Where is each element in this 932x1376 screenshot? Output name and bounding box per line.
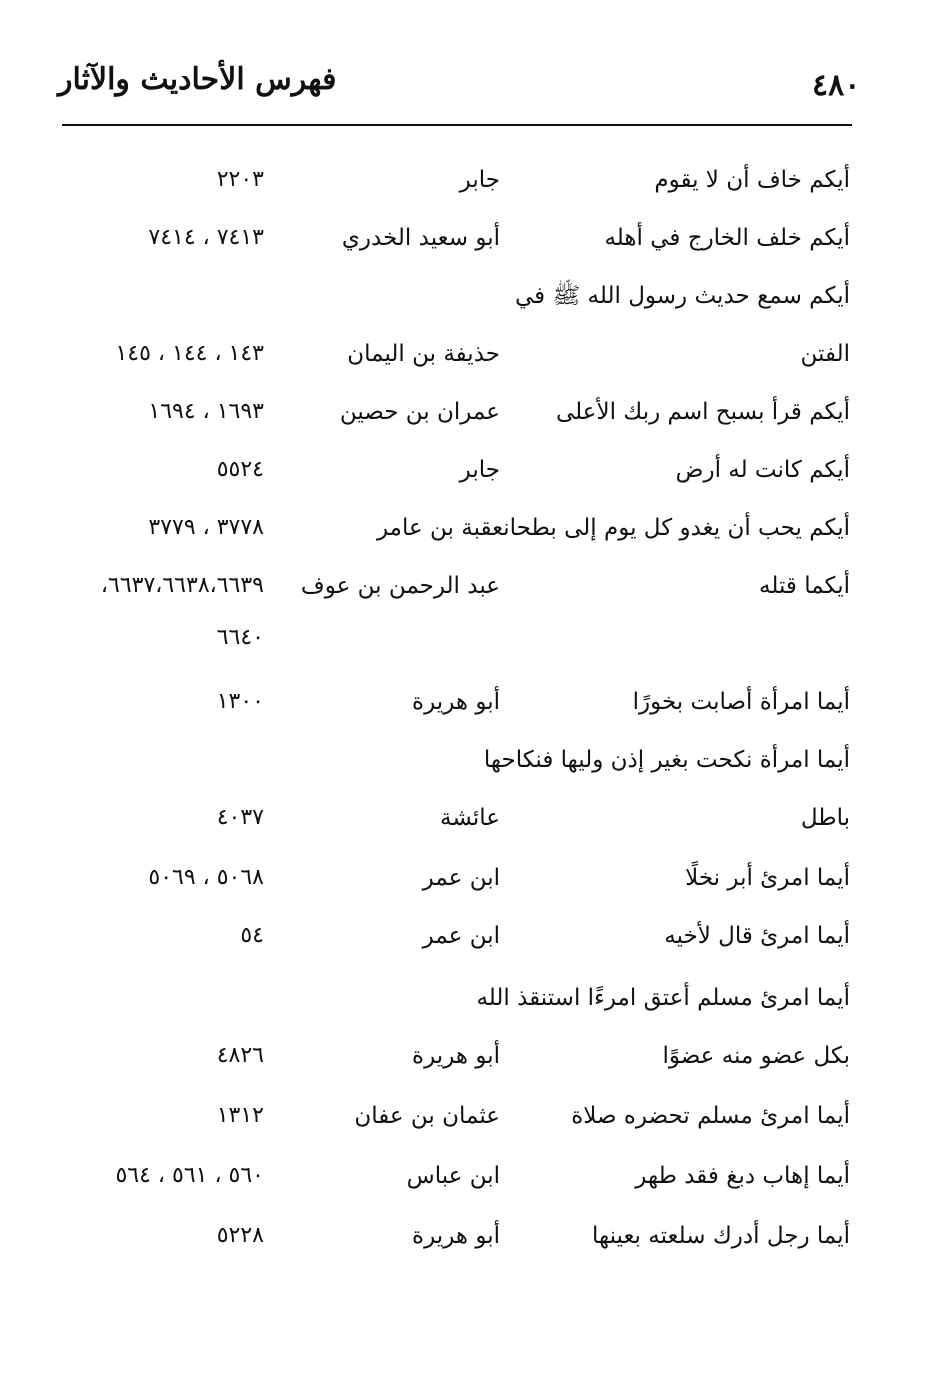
hadith-text: أيكم كانت له أرض bbox=[675, 457, 850, 483]
reference-numbers: ٤٨٢٦ bbox=[216, 1043, 264, 1068]
hadith-text: أيكم يحب أن يغدو كل يوم إلى بطحانعقبة بن عامر bbox=[376, 515, 850, 541]
reference-numbers: ٦٦٤٠ bbox=[216, 625, 264, 650]
index-row bbox=[0, 740, 932, 780]
reference-numbers: ١٣٠٠ bbox=[216, 689, 264, 714]
narrator-name: ابن عباس bbox=[406, 1163, 500, 1189]
index-row bbox=[0, 334, 932, 374]
hadith-text: أيما امرأة أصابت بخورًا bbox=[632, 689, 850, 715]
hadith-text: أيكم خلف الخارج في أهله bbox=[604, 225, 850, 251]
index-row bbox=[0, 1096, 932, 1136]
hadith-text: أيما إهاب دبغ فقد طهر bbox=[635, 1163, 850, 1189]
narrator-name: أبو هريرة bbox=[412, 1043, 500, 1069]
reference-numbers: ٧٤١٣ ، ٧٤١٤ bbox=[148, 225, 264, 250]
reference-numbers: ٦٦٣٧،٦٦٣٨،٦٦٣٩، bbox=[100, 573, 264, 598]
hadith-text: أيما رجل أدرك سلعته بعينها bbox=[591, 1223, 850, 1249]
reference-numbers: ٢٢٠٣ bbox=[216, 167, 264, 192]
narrator-name: حذيفة بن اليمان bbox=[347, 341, 500, 367]
index-row bbox=[0, 798, 932, 838]
page-number: ٤٨٠ bbox=[812, 68, 861, 103]
index-row bbox=[0, 392, 932, 432]
narrator-name: أبو هريرة bbox=[412, 689, 500, 715]
reference-numbers: ١٣١٢ bbox=[216, 1103, 264, 1128]
reference-numbers: ١٦٩٣ ، ١٦٩٤ bbox=[148, 399, 264, 424]
index-row bbox=[0, 160, 932, 200]
reference-numbers: ٤٠٣٧ bbox=[216, 805, 264, 830]
reference-numbers: ١٤٣ ، ١٤٤ ، ١٤٥ bbox=[115, 341, 264, 366]
hadith-text: أيما امرئ مسلم أعتق امرءًا استنقذ الله bbox=[476, 985, 850, 1011]
hadith-text: أيكما قتله bbox=[759, 573, 850, 599]
hadith-text: بكل عضو منه عضوًا bbox=[662, 1043, 850, 1069]
reference-numbers: ٥٢٢٨ bbox=[216, 1223, 264, 1248]
hadith-text: أيكم قرأ بسبح اسم ربك الأعلى bbox=[555, 399, 850, 425]
index-row bbox=[0, 508, 932, 548]
narrator-name: جابر bbox=[459, 167, 500, 193]
index-row bbox=[0, 218, 932, 258]
reference-numbers: ٣٧٧٨ ، ٣٧٧٩ bbox=[148, 515, 264, 540]
index-row bbox=[0, 618, 932, 658]
narrator-name: أبو سعيد الخدري bbox=[341, 225, 500, 251]
index-row bbox=[0, 1036, 932, 1076]
hadith-text: باطل bbox=[800, 805, 850, 831]
index-row bbox=[0, 276, 932, 316]
reference-numbers: ٥٤ bbox=[240, 923, 264, 948]
reference-numbers: ٥٥٢٤ bbox=[216, 457, 264, 482]
narrator-name: عبد الرحمن بن عوف bbox=[300, 573, 500, 599]
hadith-text: أيما امرأة نكحت بغير إذن وليها فنكاحها bbox=[483, 747, 850, 773]
narrator-name: عثمان بن عفان bbox=[354, 1103, 500, 1129]
page-title: فهرس الأحاديث والآثار bbox=[58, 62, 337, 97]
hadith-text: أيما امرئ مسلم تحضره صلاة bbox=[571, 1103, 850, 1129]
index-row bbox=[0, 978, 932, 1018]
index-row bbox=[0, 858, 932, 898]
hadith-text: أيما امرئ أبر نخلًا bbox=[685, 865, 850, 891]
index-row bbox=[0, 682, 932, 722]
narrator-name: ابن عمر bbox=[422, 923, 500, 949]
index-row bbox=[0, 450, 932, 490]
index-row bbox=[0, 566, 932, 606]
hadith-text: أيكم سمع حديث رسول الله ﷺ في bbox=[514, 283, 850, 309]
hadith-text: الفتن bbox=[800, 341, 850, 367]
index-row bbox=[0, 916, 932, 956]
narrator-name: أبو هريرة bbox=[412, 1223, 500, 1249]
hadith-text: أيما امرئ قال لأخيه bbox=[664, 923, 850, 949]
narrator-name: عمران بن حصين bbox=[339, 399, 500, 425]
header-rule bbox=[62, 124, 852, 126]
narrator-name: عائشة bbox=[440, 805, 500, 831]
hadith-text: أيكم خاف أن لا يقوم bbox=[654, 167, 850, 193]
narrator-name: جابر bbox=[459, 457, 500, 483]
index-row bbox=[0, 1216, 932, 1256]
index-row bbox=[0, 1156, 932, 1196]
reference-numbers: ٥٠٦٨ ، ٥٠٦٩ bbox=[148, 865, 264, 890]
narrator-name: ابن عمر bbox=[422, 865, 500, 891]
reference-numbers: ٥٦٠ ، ٥٦١ ، ٥٦٤ bbox=[115, 1163, 264, 1188]
